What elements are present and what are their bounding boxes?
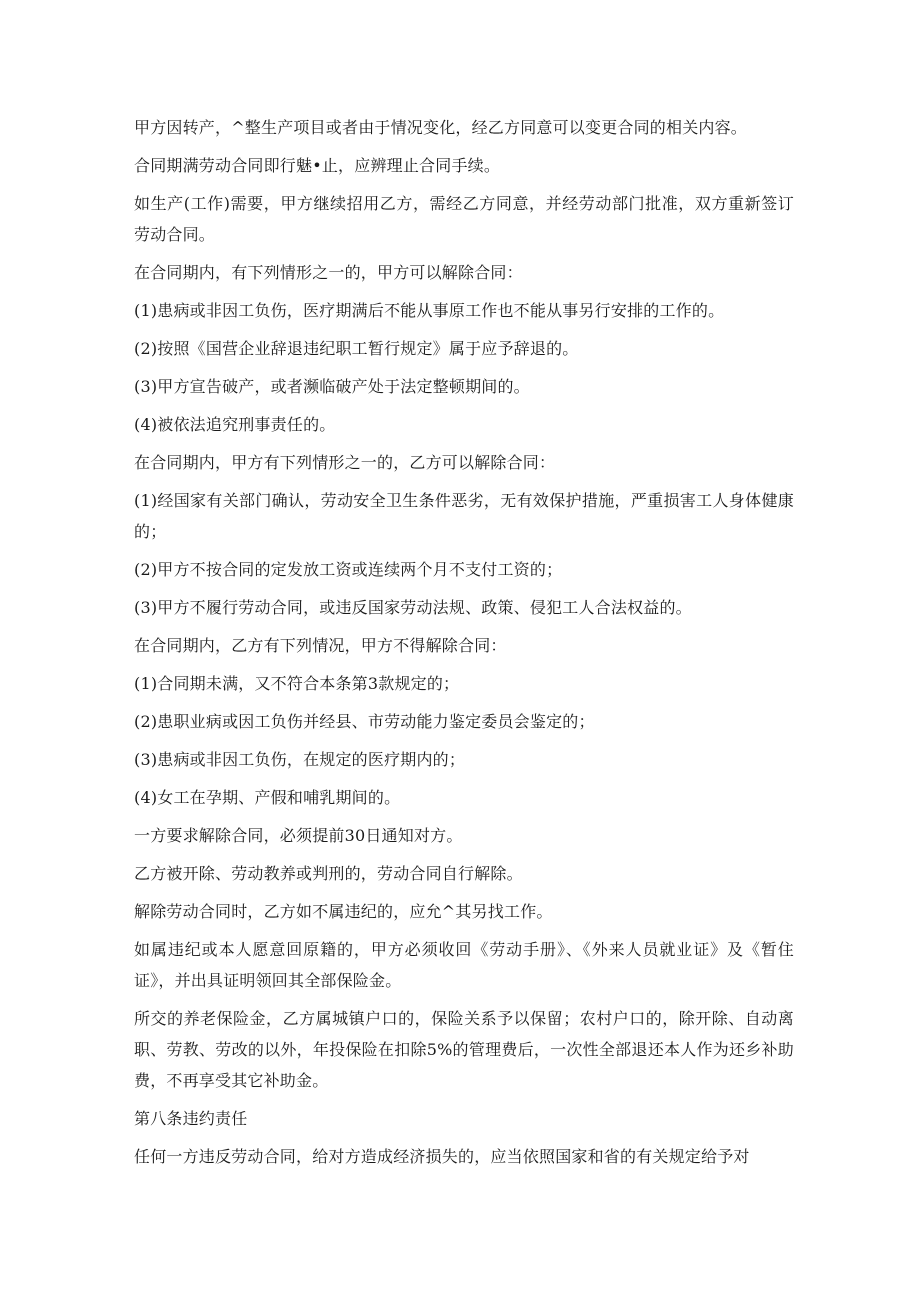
list-item: (1)合同期未满，又不符合本条第3款规定的； [134, 674, 460, 693]
paragraph-contract-expiry: 合同期满劳动合同即行魅•止，应辨理止合同手续。 [134, 156, 501, 175]
paragraph-employee-termination-heading: 在合同期内，甲方有下列情形之一的，乙方可以解除合同： [134, 453, 556, 472]
list-item: (1)经国家有关部门确认，劳动安全卫生条件恶劣，无有效保护措施，严重损害工人身体健康的； [134, 491, 794, 541]
paragraph-document-return: 如属违纪或本人愿意回原籍的，甲方必须收回《劳动手册》、《外来人员就业证》及《暂住证》，并出具证明领回其全部保险金。 [134, 940, 794, 990]
paragraph-job-search: 解除劳动合同时，乙方如不属违纪的，应允^其另找工作。 [134, 902, 553, 921]
list-item: (3)患病或非因工负伤，在规定的医疗期内的； [134, 750, 466, 769]
list-item: (3)甲方宣告破产，或者濒临破产处于法定整顿期间的。 [134, 377, 530, 396]
list-item: (2)患职业病或因工负伤并经县、市劳动能力鉴定委员会鉴定的； [134, 712, 595, 731]
paragraph-no-termination-heading: 在合同期内，乙方有下列情况，甲方不得解除合同： [134, 636, 507, 655]
list-item: (4)女工在孕期、产假和哺乳期间的。 [134, 788, 401, 807]
list-item: (2)按照《国营企业辞退违纪职工暂行规定》属于应予辞退的。 [134, 339, 579, 358]
paragraph-automatic-termination: 乙方被开除、劳动教养或判刑的，劳动合同自行解除。 [134, 864, 523, 883]
paragraph-notice-period: 一方要求解除合同，必须提前30日通知对方。 [134, 826, 463, 845]
paragraph-breach-liability: 任何一方违反劳动合同，给对方造成经济损失的，应当依照国家和省的有关规定给予对 [134, 1147, 750, 1166]
list-item: (1)患病或非因工负伤，医疗期满后不能从事原工作也不能从事另行安排的工作的。 [134, 301, 725, 320]
list-item: (3)甲方不履行劳动合同，或违反国家劳动法规、政策、侵犯工人合法权益的。 [134, 598, 692, 617]
paragraph-pension-insurance: 所交的养老保险金，乙方属城镇户口的，保险关系予以保留；农村户口的，除开除、自动离职、劳教、劳改的以外，年投保险在扣除5%的管理费后，一次性全部退还本人作为还乡补助费，不再享受其它补助金。 [134, 1009, 794, 1090]
document-body [134, 112, 794, 1179]
list-item: (4)被依法追究刑事责任的。 [134, 415, 336, 434]
list-item: (2)甲方不按合同的定发放工资或连续两个月不支付工资的； [134, 560, 563, 579]
paragraph-contract-change: 甲方因转产，^整生产项目或者由于情况变化，经乙方同意可以变更合同的相关内容。 [134, 118, 748, 137]
paragraph-contract-renewal: 如生产(工作)需要，甲方继续招用乙方，需经乙方同意，并经劳动部门批准，双方重新签订劳动合同。 [134, 194, 794, 244]
section-heading-article-8: 第八条违约责任 [134, 1109, 248, 1128]
paragraph-employer-termination-heading: 在合同期内，有下列情形之一的，甲方可以解除合同： [134, 263, 523, 282]
